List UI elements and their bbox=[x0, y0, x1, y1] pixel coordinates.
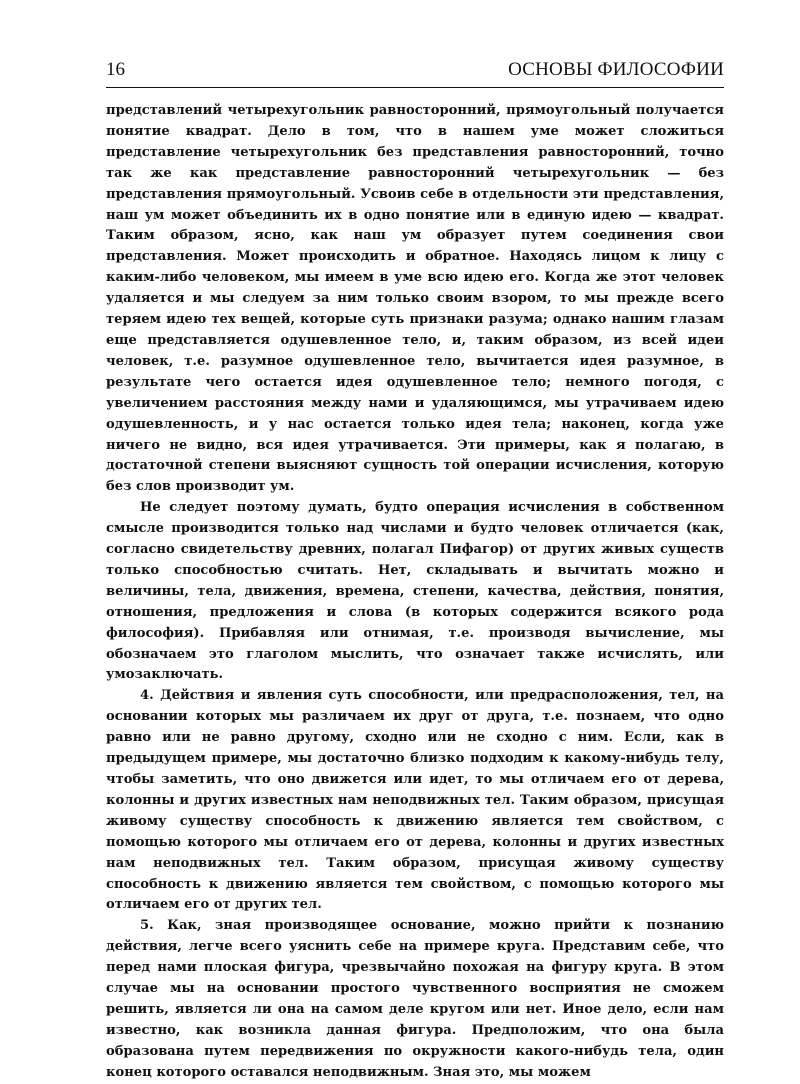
paragraph-section-4: 4. Действия и явления суть способности, или предрасположения, тел, на основании которых мы различаем их друг от друга, т.е. познаем, что одно равно или не равно другому, сходно или не сходно с ним. Если, как в предыдущем примере, мы достаточно близко подходим к какому-нибудь телу, чтобы заметить, что оно движется или идет, то мы отличаем его от дерева, колонны и других известных нам неподвижных тел. Таким образом, присущая живому существу способность к движению является тем свойством, с помощью которого мы отличаем его от дерева, колонны и других известных нам неподвижных тел. Таким образом, присущая живому существу способность к движению является тем свойством, с помощью которого мы отличаем его от других тел. bbox=[106, 688, 724, 913]
page-number: 16 bbox=[106, 59, 125, 80]
body-text bbox=[106, 101, 724, 1084]
paragraph: Не следует поэтому думать, будто операция исчисления в собственном смысле производится только над числами и будто человек отличается (как, согласно свидетельству древних, полагал Пифагор) от других живых существ только способностью считать. Нет, складывать и вычитать можно и величины, тела, движения, времена, степени, качества, действия, понятия, отношения, предложения и слова (в которых содержится всякого рода философия). Прибавляя или отнимая, т.е. производя вычисление, мы обозначаем это глаголом мыслить, что означает также исчислять, или умозаключать. bbox=[106, 500, 724, 683]
book-page bbox=[106, 55, 724, 1080]
running-title: ОСНОВЫ ФИЛОСОФИИ bbox=[508, 59, 724, 80]
paragraph-section-5: 5. Как, зная производящее основание, можно прийти к познанию действия, легче всего уяснить себе на примере круга. Представим себе, что перед нами плоская фигура, чрезвычайно похожая на фигуру круга. В этом случае мы на основании простого чувственного восприятия не сможем решить, является ли она на самом деле кругом или нет. Иное дело, если нам известно, как возникла данная фигура. Предположим, что она была образована путем передвижения по окружности какого-нибудь тела, один конец которого оставался неподвижным. Зная это, мы можем bbox=[106, 918, 724, 1080]
header-rule bbox=[106, 87, 724, 88]
paragraph-continuation: представлений четырехугольник равносторонний, прямоугольный получается понятие квадрат. Дело в том, что в нашем уме может сложиться представление четырехугольник без представления равносторонний, точно так же как представление равносторонний четырехугольник — без представления прямоугольный. Усвоив себе в отдельности эти представления, наш ум может объединить их в одно понятие или в единую идею — квадрат. Таким образом, ясно, как наш ум образует путем соединения свои представления. Может происходить и обратное. Находясь лицом к лицу с каким-либо человеком, мы имеем в уме всю идею его. Когда же этот человек удаляется и мы следуем за ним только своим взором, то мы прежде всего теряем идею тех вещей, которые суть признаки разума; однако нашим глазам еще представляется одушевленное тело, и, таким образом, из всей идеи человек, т.е. разумное одушевленное тело, вычитается идея разумное, в результате чего остается идея одушевленное тело; немного погодя, с увеличением расстояния между нами и удаляющимся, мы утрачиваем идею одушевленность, и у нас остается только идея тела; наконец, когда уже ничего не видно, вся идея утрачивается. Эти примеры, как я полагаю, в достаточной степени выясняют сущность той операции исчисления, которую без слов производит ум. bbox=[106, 103, 724, 495]
running-head bbox=[106, 55, 724, 85]
